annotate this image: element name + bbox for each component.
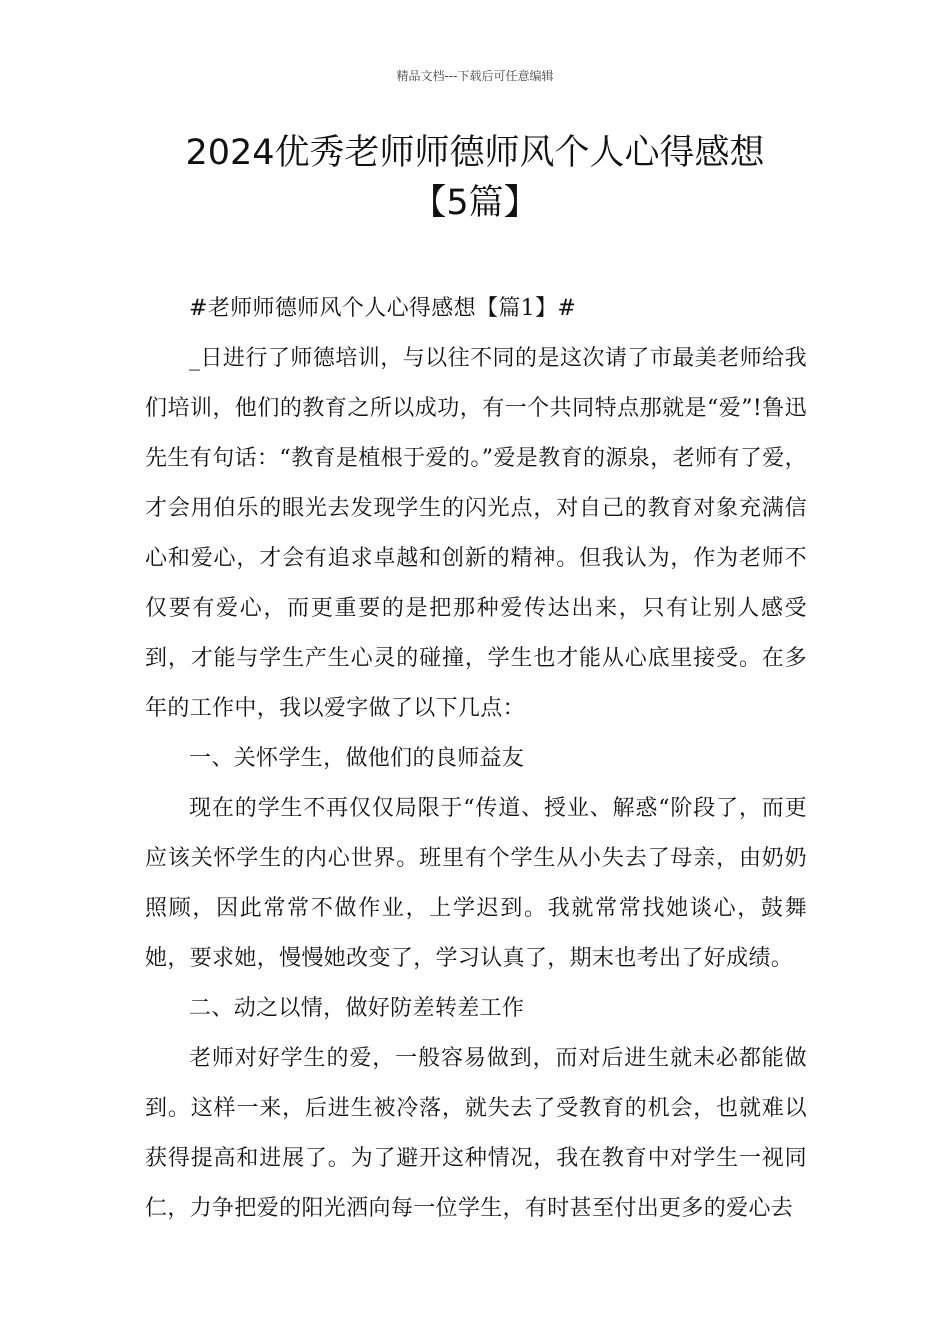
body-paragraph: 现在的学生不再仅仅局限于“传道、授业、解惑“阶段了，而更应该关怀学生的内心世界。班里有个学生从小失去了母亲，由奶奶照顾，因此常常不做作业，上学迟到。我就常常找她谈心，鼓舞她，要求她，慢慢她改变了，学习认真了，期末也考出了好成绩。 [145, 796, 807, 971]
title-line-1: 2024优秀老师师德师风个人心得感想 [185, 133, 765, 173]
body-paragraph: 老师对好学生的爱，一般容易做到，而对后进生就未必都能做到。这样一来，后进生被冷落，就失去了受教育的机会，也就难以获得提高和进展了。为了避开这种情况，我在教育中对学生一视同仁，力争把爱的阳光洒向每一位学生，有时甚至付出更多的爱心去 [145, 1046, 807, 1221]
header-note: 精品文档---下载后可任意编辑 [396, 69, 554, 83]
document-title [0, 128, 950, 228]
title-line-2: 【5篇】 [411, 183, 539, 223]
section-heading: #老师师德师风个人心得感想【篇1】# [189, 296, 577, 321]
sub-heading: 二、动之以情，做好防差转差工作 [189, 996, 525, 1021]
document-body [145, 284, 807, 1234]
sub-heading: 一、关怀学生，做他们的良师益友 [189, 746, 525, 771]
body-paragraph: _日进行了师德培训，与以往不同的是这次请了市最美老师给我们培训，他们的教育之所以成功，有一个共同特点那就是“爱”!鲁迅先生有句话：“教育是植根于爱的。”爱是教育的源泉，老师有了爱，才会用伯乐的眼光去发现学生的闪光点，对自己的教育对象充满信心和爱心，才会有追求卓越和创新的精神。但我认为，作为老师不仅要有爱心，而更重要的是把那种爱传达出来，只有让别人感受到，才能与学生产生心灵的碰撞，学生也才能从心底里接受。在多年的工作中，我以爱字做了以下几点： [145, 346, 807, 721]
